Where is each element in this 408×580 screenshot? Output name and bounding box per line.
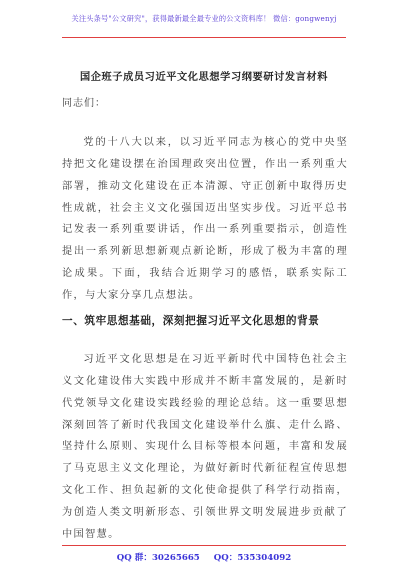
section-heading: 一、筑牢思想基础，深刻把握习近平文化思想的背景 <box>62 315 320 327</box>
footer-divider <box>62 545 346 546</box>
header-banner: 关注头条号"公文研究"，获得最新最全最专业的公文资料库！ 微信：gongwenyj <box>71 14 337 23</box>
document-title: 国企班子成员习近平文化思想学习纲要研讨发言材料 <box>79 71 329 83</box>
footer-qq-group: QQ 群：30265665 <box>116 553 200 563</box>
intro-paragraph: 党的十八大以来，以习近平同志为核心的党中央坚持把文化建设摆在治国理政突出位置，作出一系列重大部署，推动文化建设在正本清源、守正创新中取得历史性成就，社会主义文化强国迈出坚实步伐。习近平总书记发表一系列重要讲话，作出一系列重要指示，创造性提出一系列新思想新观点新论断，形成了极为丰富的理论成果。下面，我结合近期学习的感悟，联系实际工作，与大家分享几点想法。 <box>62 137 348 301</box>
footer-contact <box>0 551 408 563</box>
header-divider <box>62 37 346 38</box>
section-paragraph: 习近平文化思想是在习近平新时代中国特色社会主义文化建设伟大实践中形成并不断丰富发展的，是新时代党领导文化建设实践经验的理论总结。这一重要思想深刻回答了新时代我国文化建设举什么旗、走什么路、坚持什么原则、实现什么目标等根本问题，丰富和发展了马克思主义文化理论，为做好新时代新征程宣传思想文化工作、担负起新的文化使命提供了科学行动指南，为创造人类文明新形态、引领世界文明发展进步贡献了中国智慧。 <box>62 354 348 540</box>
salutation: 同志们： <box>62 98 106 109</box>
footer-qq: QQ：535304092 <box>213 553 292 563</box>
